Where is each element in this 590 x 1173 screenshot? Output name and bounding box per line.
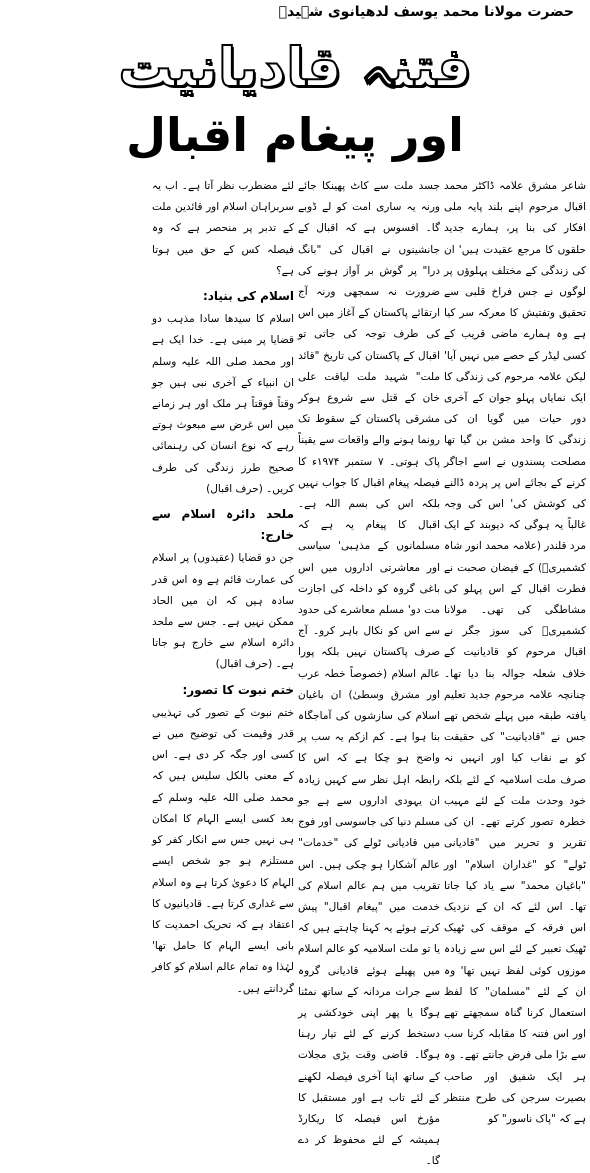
article-column-2 <box>298 176 440 1168</box>
article-title: فتنہ قادیانیت <box>118 36 472 99</box>
article-columns <box>4 176 586 1168</box>
paragraph: جسد ملت سے کاٹ پھینکا جائے ورنہ یہ ساری امت کو لے ڈوبے گا۔ افسوس ہے کہ اقبال کے جانشینوں نے اقبال کی "بانگ درا" پر گوش بر آواز ہونے کی ضرورت نہ سمجھی ورنہ آج ارتقائے پاکستان کے آغاز میں اس کی طرف توجہ کی جاتی تو اقبال کے پاکستان کی تاریخ "قائد ملت" شہید ملت لیاقت علی خان کے قتل سے شروع ہوکر مشرقی پاکستان کے سقوط تک رونما ہونے والے واقعات سے یقیناً پاک ہوتی۔ ۷ ستمبر ۱۹۷۴ء کا فیصلہ پیغام اقبال کا جواب نہیں بلکہ اس کی بسم اللہ ہے۔ اقبال کا پیغام یہ ہے کہ مسلمانوں کے مذہبی' سیاسی اور معاشرتی اداروں میں اس باغی گروہ کو داخلہ کی اجازت مت دو' مسلم معاشرے کی حدود سے اس کو نکال باہر کرو۔ آج صرف پاکستان نہیں بلکہ پورا عالم اسلام (خصوصاً خطہ عرب اور مشرق وسطیٰ) ان باغیان اسلام کی سازشوں کی آماجگاہ بنا ہوا ہے۔ کم ازکم یہ سب پر واضح ہو چکا ہے کہ اس کا رابطہ اہل نظر سے کہیں زیادہ ان یہودی اداروں سے ہے جو مسلم دنیا کی جاسوسی اور فوج میں قادیانی ٹولے کی "خدمات" عالم آشکارا ہو چکی ہیں۔ اس تقریب میں ہم عالم اسلام کی خدمت میں "پیغام اقبال" پیش کرتے ہوئے یہ کہنا چاہتے ہیں کہ یا تو ملت اسلامیہ کو عالم اسلام میں پھیلے ہوئے قادیانی گروہ سے جرات مردانہ کے ساتھ نمٹنا ہوگا یا پھر اپنی خودکشی پر دستخط کرنے کے لئے تیار رہنا ہوگا۔ قاضی وقت بڑی مجلات کے ساتھ اپنا آخری فیصلہ لکھنے کے لئے تاب ہے اور مستقبل کا مؤرخ اس فیصلہ کا ریکارڈ ہمیشہ کے لئے محفوظ کر دے گا۔ <box>298 180 440 1168</box>
byline: حضرت مولانا محمد یوسف لدھیانوی شہیدؒ <box>278 4 574 20</box>
paragraph: اسلام کا سیدھا سادا مذہب دو قضایا پر مبنی ہے۔ خدا ایک ہے اور محمد صلی اللہ علیہ وسلم ان انبیاء کے آخری نبی ہیں جو وقتاً فوقتاً ہر ملک اور ہر زمانے میں اس غرض سے مبعوث ہوتے رہے کہ نوع انسان کی رہنمائی صحیح طرز زندگی کی طرف کریں۔ (حرف اقبال) <box>152 313 294 495</box>
section-heading: ختم نبوت کا تصور: <box>182 682 294 697</box>
article-column-1 <box>444 176 586 1125</box>
paragraph: ختم نبوت کے تصور کی تہذیبی قدر وقیمت کی توضیح میں نے کسی اور جگہ کر دی ہے۔ اس کے معنی بالکل سلیس ہیں کہ محمد صلی اللہ علیہ وسلم کے بعد کسی ایسے الہام کا امکان ہی نہیں جس سے انکار کفر کو مستلزم ہو جو شخص ایسے الہام کا دعویٰ کرتا ہے وہ اسلام سے غداری کرتا ہے۔ قادیانیوں کا اعتقاد ہے کہ تحریک احمدیت کا بانی ایسے الہام کا حامل تھا' لہٰذا وہ تمام عالم اسلام کو کافر گردانتے ہیں۔ <box>152 706 294 995</box>
section-heading: اسلام کی بنیاد: <box>202 289 294 304</box>
section-heading: ملحد دائرہ اسلام سے خارج: <box>152 507 294 543</box>
paragraph: لئے مضطرب نظر آتا ہے۔ اب یہ سربراہان اسلام اور قائدین ملت کے تدبر پر منحصر ہے کہ وہ فیصلہ کس کے حق میں ہوتا ہے؟ <box>152 180 294 277</box>
paragraph: جن دو قضایا (عقیدوں) پر اسلام کی عمارت قائم ہے وہ اس قدر سادہ ہیں کہ ان میں الحاد ممکن نہیں ہے۔ جس سے ملحد دائرہ اسلام سے خارج ہو جاتا ہے۔ (حرف اقبال) <box>152 552 294 671</box>
paragraph: شاعر مشرق علامہ ڈاکٹر محمد اقبال مرحوم اپنے بلند پایہ ملی افکار کی بنا پر، ہمارے جدید حلقوں کا مرجع عقیدت ہیں' ان کی زندگی کے مختلف پہلوؤں پر لوگوں نے جس فراخ قلبی سے تحقیق وتفتیش کا معرکہ سر کیا ہے وہ ہمارے ماضی قریب کے کسی لیڈر کے حصے میں نہیں آیا' لیکن علامہ مرحوم کی زندگی کا ایک نمایاں پہلو جوان کے آخری دور حیات میں گویا ان کی زندگی کا واحد مشن بن گیا تھا مصلحت پسندوں نے اسے اجاگر کرنے کے بجائے اس پر پردہ ڈالنے کی کوشش کی' اس کی وجہ غالباً یہ ہوگی کہ دیوبند کے ایک مرد قلندر (علامہ محمد انور شاہ کشمیریؒ) کے فیضان صحبت نے فطرت اقبال کے اس پہلو کی مشاطگی کی تھی۔ مولانا کشمیریؒ کی سوز جگر نے اقبال مرحوم کو قادیانیت کے خلاف شعلہ جوالہ بنا دیا تھا۔ چنانچہ علامہ مرحوم جدید تعلیم یافتہ طبقہ میں پہلے شخص تھے جس نے "قادیانیت" کی حقیقت کو بے نقاب کیا اور انہیں نہ صرف ملت اسلامیہ کے لئے بلکہ خود وحدت ملت کے لئے مہیب خطرہ تصور کرتے تھے۔ ان کی تقریر و تحریر میں "قادیانی ٹولے" کو "غداران اسلام" اور "باغیان محمد" سے یاد کیا جاتا تھا۔ اس لئے کہ ان کے نزدیک اس فرقہ کے موقف کی ٹھیک ٹھیک تعبیر کے لئے اس سے زیادہ موزوں کوئی لفظ نہیں تھا' وہ ان کے لئے "مسلمان" کا لفظ استعمال کرنا گناہ سمجھتے تھے اور اس فتنہ کا مقابلہ کرنا سب سے بڑا ملی فرض جانتے تھے۔ وہ ہر ایک شفیق اور صاحب بصیرت سرجن کی طرح منتظر ہے کہ "پاک ناسور" کو <box>444 180 586 1125</box>
article-column-3 <box>152 176 294 995</box>
article-subtitle: اور پیغام اقبال <box>126 108 464 162</box>
